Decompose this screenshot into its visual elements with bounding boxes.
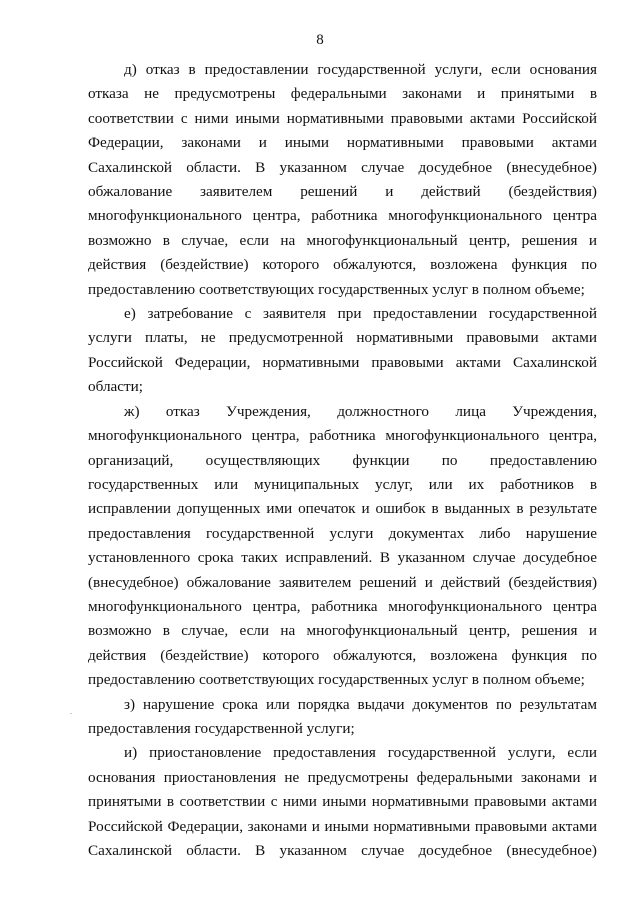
scan-artifact (70, 713, 72, 714)
paragraph-d: д) отказ в предоставлении государственной услуги, если основания отказа не предусмотрены федеральными законами и принятыми в соответствии с ними иными нормативными правовыми актами Российской Федерации, законами и иными нормативными правовыми актами Сахалинской области. В указанном случае досудебное (внесудебное) обжалование заявителем решений и действий (бездействия) многофункционального центра, работника многофункционального центра возможно в случае, если на многофункциональный центр, решения и действия (бездействие) которого обжалуются, возложена функция по предоставлению соответствующих государственных услуг в полном объеме; (88, 61, 597, 298)
paragraph-e: е) затребование с заявителя при предоставлении государственной услуги платы, не предусмотренной нормативными правовыми актами Российской Федерации, нормативными правовыми актами Сахалинской области; (88, 305, 597, 396)
paragraph-zh: ж) отказ Учреждения, должностного лица Учреждения, многофункционального центра, работника многофункционального центра, организаций, осуществляющих функции по предоставлению государственных или муниципальных услуг, или их работников в исправлении допущенных ими опечаток и ошибок в выданных в результате предоставления государственной услуги документах либо нарушение установленного срока таких исправлений. В указанном случае досудебное (внесудебное) обжалование заявителем решений и действий (бездействия) многофункционального центра, работника многофункционального центра возможно в случае, если на многофункциональный центр, решения и действия (бездействие) которого обжалуются, возложена функция по предоставлению соответствующих государственных услуг в полном объеме; (88, 402, 597, 689)
page-number: 8 (316, 32, 324, 48)
paragraph-z: з) нарушение срока или порядка выдачи документов по результатам предоставления государственной услуги; (88, 695, 597, 737)
paragraph-i: и) приостановление предоставления государственной услуги, если основания приостановления не предусмотрены федеральными законами и принятыми в соответствии с ними иными нормативными правовыми актами Российской Федерации, законами и иными нормативными правовыми актами Сахалинской области. В указанном случае досудебное (внесудебное) (88, 744, 597, 859)
document-body (88, 58, 597, 863)
